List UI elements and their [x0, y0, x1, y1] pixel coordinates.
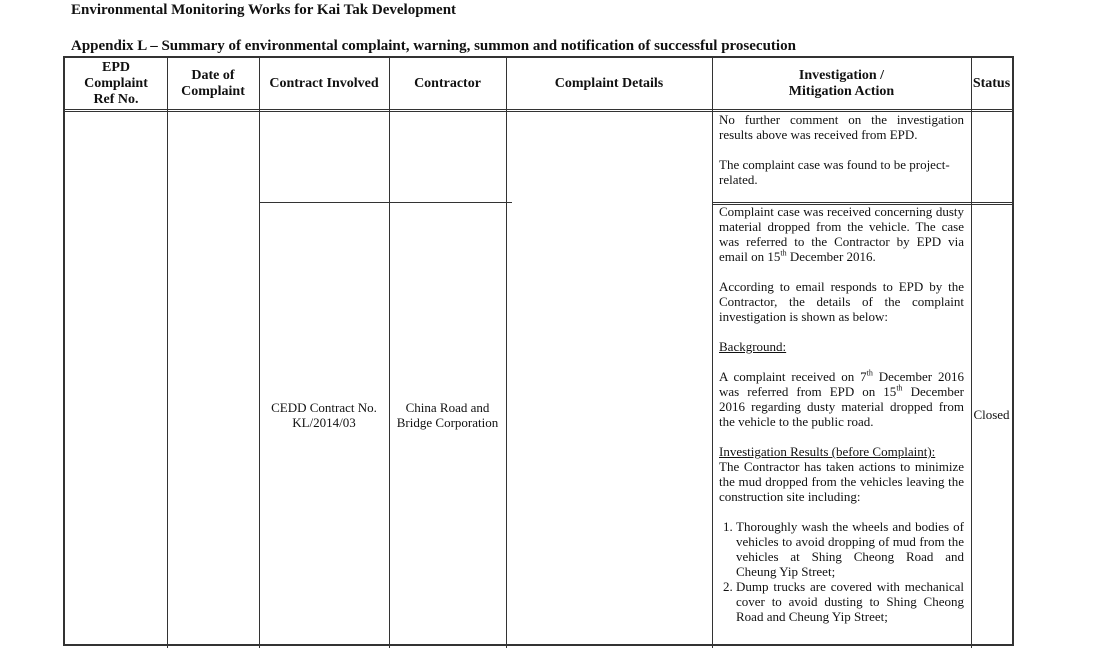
status-value: Closed [973, 407, 1010, 422]
mitigation-list [719, 519, 964, 624]
column-divider [971, 58, 972, 648]
contractor-line: Bridge Corporation [396, 415, 499, 430]
column-divider [506, 58, 507, 648]
investigation-paragraph: No further comment on the investigation results above was received from EPD. [719, 112, 964, 142]
header-ref-line: Ref No. [93, 92, 139, 107]
ordinal-suffix: th [780, 248, 787, 258]
header-status-label: Status [972, 76, 1011, 91]
header-date-line: Complaint [181, 84, 245, 99]
header-contract [259, 58, 389, 110]
column-divider [259, 58, 260, 648]
results-heading: Investigation Results (before Complaint): [719, 444, 936, 459]
contract-line: CEDD Contract No. [271, 400, 377, 415]
row1-investigation [719, 112, 964, 187]
column-divider [712, 58, 713, 648]
investigation-paragraph [719, 204, 964, 264]
row-divider [712, 202, 1012, 203]
investigation-paragraph [719, 369, 964, 429]
list-item: 1. Thoroughly wash the wheels and bodies of vehicles to avoid dropping of mud from the vehicles at Shing Cheong Road and Cheung Yip Street; [736, 519, 964, 579]
header-date-line: Date of [191, 68, 235, 83]
document-title: Environmental Monitoring Works for Kai Tak Development [71, 2, 457, 18]
investigation-text: Complaint case was received concerning dusty material dropped from the vehicle. The case was referred to the Contractor by EPD via email on 15 [719, 204, 964, 264]
complaint-table [63, 56, 1014, 646]
investigation-text: related. [719, 172, 758, 187]
row2-contract [259, 400, 389, 430]
header-ref-line: Complaint [84, 76, 148, 91]
row2-contractor [389, 400, 506, 430]
header-investigation-line: Mitigation Action [788, 84, 895, 99]
investigation-text: December 2016 was referred from EPD on 15 [719, 369, 964, 399]
background-heading: Background: [719, 339, 787, 354]
row-divider [259, 202, 512, 203]
investigation-paragraph [719, 157, 964, 187]
investigation-text: The complaint case was found to be project- [719, 157, 950, 172]
header-contractor-label: Contractor [414, 76, 481, 91]
header-date [167, 58, 259, 110]
header-contract-label: Contract Involved [269, 76, 379, 91]
header-investigation-line: Investigation / [798, 68, 885, 83]
header-details-label: Complaint Details [554, 76, 664, 91]
appendix-heading: Appendix L – Summary of environmental complaint, warning, summon and notification of successful prosecution [71, 38, 796, 54]
header-details [506, 58, 712, 110]
header-status [971, 58, 1012, 110]
investigation-paragraph: The Contractor has taken actions to minimize the mud dropped from the vehicles leaving the construction site including: [719, 459, 964, 504]
header-contractor [389, 58, 506, 110]
contract-line: KL/2014/03 [292, 415, 356, 430]
investigation-text: December 2016. [786, 249, 876, 264]
header-ref-no [65, 58, 167, 110]
header-investigation [712, 58, 971, 110]
list-item: 2. Dump trucks are covered with mechanical cover to avoid dusting to Shing Cheong Road and Cheung Yip Street; [736, 579, 964, 624]
ordinal-suffix: th [896, 383, 903, 393]
investigation-text: A complaint received on 7 [719, 369, 867, 384]
ordinal-suffix: th [866, 368, 873, 378]
column-divider [389, 58, 390, 648]
investigation-text: December 2016 regarding dusty material dropped from the vehicle to the public road. [719, 384, 964, 429]
header-ref-line: EPD [101, 60, 130, 75]
column-divider [167, 58, 168, 648]
row2-status [971, 407, 1012, 422]
contractor-line: China Road and [405, 400, 490, 415]
investigation-paragraph: According to email responds to EPD by the Contractor, the details of the complaint investigation is shown as below: [719, 279, 964, 324]
row2-investigation [719, 204, 964, 624]
